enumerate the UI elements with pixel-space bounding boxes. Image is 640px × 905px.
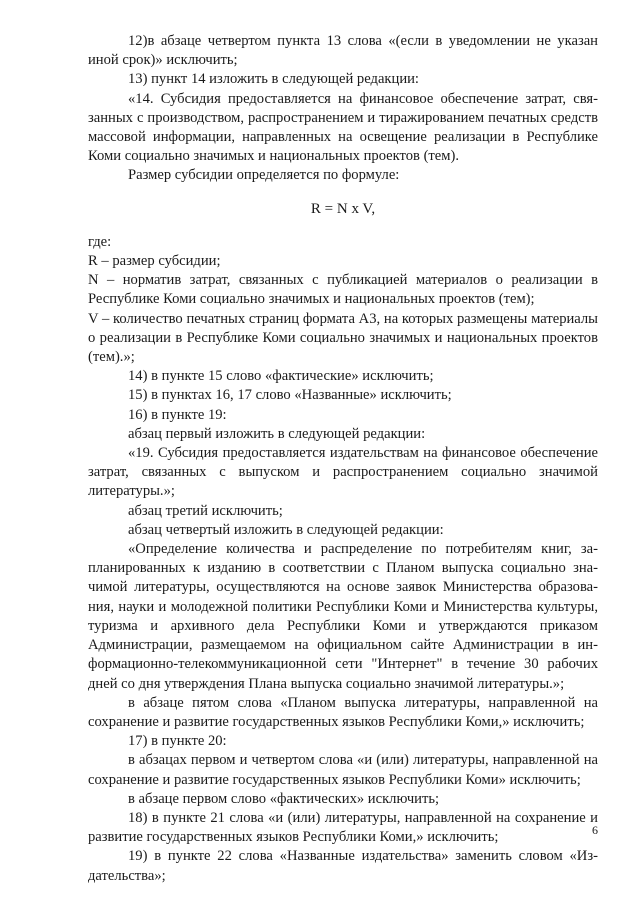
paragraph-abzac-fourth: абзац четвертый изложить в следующей редакции: (128, 521, 444, 538)
paragraph-item-18: 18) в пункте 21 слова «и (или) литературы, направленной на сохранение и развитие государственных языков Республики Коми,» исключить; (88, 809, 598, 846)
paragraph-abzac-first-fourth: в абзацах первом и четвертом слова «и (или) литературы, направленной на сохранение и развитие государственных языков Республики Коми» исключить; (88, 752, 598, 788)
page-number: 6 (592, 823, 598, 837)
formula: R = N x V, (310, 200, 376, 217)
paragraph-item-17: 17) в пункте 20: (128, 733, 227, 750)
paragraph-abzac-first-factual: в абзаце первом слово «фактических» исключить; (128, 790, 440, 807)
definition-n: N – норматив затрат, связанных с публикацией материалов о реализации в Республике Коми социально значимых и национальных проектов (тем); (88, 272, 598, 308)
paragraph-item-14: 14) в пункте 15 слово «фактические» исключить; (128, 368, 434, 385)
paragraph-point-19-text: «19. Субсидия предоставляется издательствам на финансовое обеспечение затрат, связанных с выпуском и распространением социально значимой литературы.»; (88, 445, 598, 500)
paragraph-abzac-third: абзац третий исключить; (128, 502, 283, 519)
paragraph-item-16: 16) в пункте 19: (128, 406, 227, 423)
paragraph-point-14-text: «14. Субсидия предоставляется на финансовое обеспечение затрат, связанных с производством, распространением и тиражированием печатных средств массовой информации, направленных на освещение реализации в Республике Коми социально значимых и национальных проектов (тем). (88, 90, 598, 165)
definition-where: где: (88, 233, 112, 250)
paragraph-books-distribution: «Определение количества и распределение по потребителям книг, запланированных к изданию в соответствии с Планом выпуска социально значимой литературы, осуществляются на основе заявок Министерства образования, науки и молодежной политики Республики Коми и Министерства культуры, туризма и архивного дела Республики Коми и утверждаются приказом Администрации, размещаемом на официальном сайте Администрации в информационно-телекоммуникационной сети "Интернет" в течение 30 рабочих дней со дня утверждения Плана выпуска социально значимой литературы.»; (88, 541, 598, 692)
paragraph-item-19: 19) в пункте 22 слова «Названные издательства» заменить словом «Издательства»; (88, 848, 598, 884)
paragraph-abzac-fifth: в абзаце пятом слова «Планом выпуска литературы, направленной на сохранение и развитие государственных языков Республики Коми,» исключить; (88, 694, 598, 730)
definition-v: V – количество печатных страниц формата А3, на которых размещены материалы о реализации в Республике Коми социально значимых и национальных проектов (тем).»; (88, 310, 598, 366)
paragraph-item-15: 15) в пунктах 16, 17 слово «Названные» исключить; (128, 387, 452, 404)
paragraph-abzac-first: абзац первый изложить в следующей редакции: (128, 425, 426, 442)
paragraph-formula-intro: Размер субсидии определяется по формуле: (128, 167, 400, 184)
document-page (88, 32, 598, 886)
definition-r: R – размер субсидии; (88, 253, 221, 270)
paragraph-item-13: 13) пункт 14 изложить в следующей редакции: (128, 71, 419, 88)
paragraph-item-12: 12)в абзаце четвертом пункта 13 слова «(если в уведомлении не указан иной срок)» исключить; (88, 33, 598, 69)
